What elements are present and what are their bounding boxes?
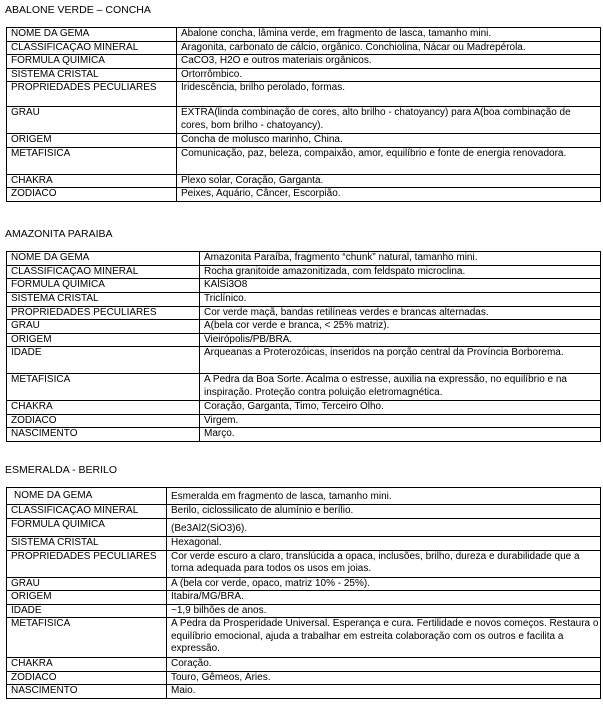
- row-label: NASCIMENTO: [7, 428, 200, 442]
- row-value: Aragonita, carbonato de cálcio, orgânico. Conchiolina, Nácar ou Madrepérola.: [177, 41, 601, 55]
- table-row: [7, 685, 601, 699]
- row-value: Maio.: [167, 685, 601, 699]
- row-value: Comunicação, paz, beleza, compaixão, amor, equilíbrio e fonte de energia renovadora.: [177, 147, 601, 174]
- row-value: Vieirópolis/PB/BRA.: [200, 333, 601, 347]
- table-row: [7, 374, 601, 401]
- table-row: [7, 41, 601, 55]
- table-row: [7, 252, 601, 266]
- gem-table-esmeralda: [6, 487, 601, 699]
- row-label: ORIGEM: [7, 134, 177, 148]
- table-row: [7, 604, 601, 618]
- row-label: GRAU: [7, 107, 177, 134]
- row-value: Março.: [200, 428, 601, 442]
- row-label: CHAKRA: [7, 658, 167, 672]
- table-row: [7, 618, 601, 658]
- row-value: Amazonita Paraíba, fragmento “chunk” natural, tamanho mini.: [200, 252, 601, 266]
- table-row: [7, 428, 601, 442]
- table-row: [7, 658, 601, 672]
- row-value: Rocha granitoide amazonitizada, com feldspato microclina.: [200, 265, 601, 279]
- row-label: ZODIACO: [7, 188, 177, 202]
- row-label: GRAU: [7, 320, 200, 334]
- row-label: PROPRIEDADES PECULIARES: [7, 82, 177, 107]
- table-row: [7, 82, 601, 107]
- row-label: SISTEMA CRISTAL: [7, 537, 167, 551]
- table-row: [7, 505, 601, 519]
- row-label: NOME DA GEMA: [7, 488, 167, 505]
- row-label: METAFÍSICA: [7, 618, 167, 658]
- row-label: PROPRIEDADES PECULIARES: [7, 550, 167, 577]
- row-value: A (bela cor verde, opaco, matriz 10% - 25%).: [167, 577, 601, 591]
- section-title-amazonita: AMAZONITA PARAIBA: [5, 228, 113, 240]
- row-label: NASCIMENTO: [7, 685, 167, 699]
- row-label: NOME DA GEMA: [7, 28, 177, 42]
- row-value: Peixes, Aquário, Câncer, Escorpião.: [177, 188, 601, 202]
- row-label: ZODIACO: [7, 671, 167, 685]
- table-row: [7, 347, 601, 374]
- table-row: [7, 550, 601, 577]
- table-row: [7, 488, 601, 505]
- row-label: ZODIACO: [7, 414, 200, 428]
- table-row: [7, 519, 601, 537]
- row-value: Cor verde maçã, bandas retilíneas verdes e brancas alternadas.: [200, 306, 601, 320]
- table-row: [7, 293, 601, 307]
- row-value: Virgem.: [200, 414, 601, 428]
- row-value: Hexagonal.: [167, 537, 601, 551]
- table-row: [7, 591, 601, 605]
- table-row: [7, 320, 601, 334]
- gem-table-amazonita: [6, 251, 601, 442]
- row-value: A Pedra da Boa Sorte. Acalma o estresse, auxilia na expressão, no equilíbrio e na inspiração. Proteção contra poluição eletromagnética.: [200, 374, 601, 401]
- table-row: [7, 414, 601, 428]
- table-row: [7, 107, 601, 134]
- row-label: IDADE: [7, 347, 200, 374]
- table-row: [7, 401, 601, 415]
- row-label: SISTEMA CRISTAL: [7, 293, 200, 307]
- row-value: CaCO3, H2O e outros materiais orgânicos.: [177, 55, 601, 69]
- row-value: Cor verde escuro a claro, translúcida a opaca, inclusões, brilho, dureza e durabilidade que a torna adequada para todos os usos em joias.: [167, 550, 601, 577]
- row-value: Berilo, ciclossilicato de alumínio e berílio.: [167, 505, 601, 519]
- table-row: [7, 306, 601, 320]
- table-row: [7, 188, 601, 202]
- row-label: NOME DA GEMA: [7, 252, 200, 266]
- row-value: Esmeralda em fragmento de lasca, tamanho mini.: [167, 488, 601, 505]
- row-value: Plexo solar, Coração, Garganta.: [177, 174, 601, 188]
- row-value: Iridescência, brilho perolado, formas.: [177, 82, 601, 107]
- row-value: Arqueanas a Proterozóicas, inseridos na porção central da Província Borborema.: [200, 347, 601, 374]
- table-row: [7, 174, 601, 188]
- row-value: Concha de molusco marinho, China.: [177, 134, 601, 148]
- row-label: SISTEMA CRISTAL: [7, 68, 177, 82]
- section-title-esmeralda: ESMERALDA - BERILO: [5, 464, 118, 476]
- table-row: [7, 279, 601, 293]
- table-row: [7, 134, 601, 148]
- table-row: [7, 147, 601, 174]
- row-label: FÓRMULA QUIMICA: [7, 55, 177, 69]
- table-row: [7, 333, 601, 347]
- row-label: METAFÍSICA: [7, 147, 177, 174]
- row-label: ORIGEM: [7, 591, 167, 605]
- row-label: CLASSIFICAÇÃO MINERAL: [7, 41, 177, 55]
- row-label: FÓRMULA QUIMICA: [7, 279, 200, 293]
- row-value: Coração.: [167, 658, 601, 672]
- table-row: [7, 577, 601, 591]
- table-row: [7, 68, 601, 82]
- table-row: [7, 671, 601, 685]
- row-label: CHAKRA: [7, 401, 200, 415]
- section-title-abalone: ABALONE VERDE – CONCHA: [5, 4, 151, 16]
- table-row: [7, 55, 601, 69]
- row-label: ORIGEM: [7, 333, 200, 347]
- row-label: FÓRMULA QUIMICA: [7, 519, 167, 537]
- row-value: Triclínico.: [200, 293, 601, 307]
- row-value: Coração, Garganta, Timo, Terceiro Olho.: [200, 401, 601, 415]
- row-label: CLASSIFICAÇÃO MINERAL: [7, 265, 200, 279]
- row-label: GRAU: [7, 577, 167, 591]
- row-value: Touro, Gêmeos, Áries.: [167, 671, 601, 685]
- row-value: EXTRA(linda combinação de cores, alto brilho - chatoyancy) para A(boa combinação de cores, bom brilho - chatoyancy).: [177, 107, 601, 134]
- row-label: CLASSIFICAÇÃO MINERAL: [7, 505, 167, 519]
- row-label: CHAKRA: [7, 174, 177, 188]
- row-value: (Be3Al2(SiO3)6).: [167, 519, 601, 537]
- row-value: Ortorrômbico.: [177, 68, 601, 82]
- row-label: PROPRIEDADES PECULIARES: [7, 306, 200, 320]
- row-value: Itabira/MG/BRA.: [167, 591, 601, 605]
- table-row: [7, 537, 601, 551]
- row-value: Abalone concha, lâmina verde, em fragmento de lasca, tamanho mini.: [177, 28, 601, 42]
- table-row: [7, 265, 601, 279]
- row-value: ~1,9 bilhões de anos.: [167, 604, 601, 618]
- row-value: KAlSi3O8: [200, 279, 601, 293]
- table-row: [7, 28, 601, 42]
- gem-table-abalone: [6, 27, 601, 202]
- row-value: A Pedra da Prosperidade Universal. Esperança e cura. Fertilidade e novos começos. Restaura o equilíbrio emocional, ajuda a trabalhar em estreita colaboração com os outros e facilita a expressão.: [167, 618, 601, 658]
- row-label: METAFÍSICA: [7, 374, 200, 401]
- row-label: IDADE: [7, 604, 167, 618]
- row-value: A(bela cor verde e branca, < 25% matriz).: [200, 320, 601, 334]
